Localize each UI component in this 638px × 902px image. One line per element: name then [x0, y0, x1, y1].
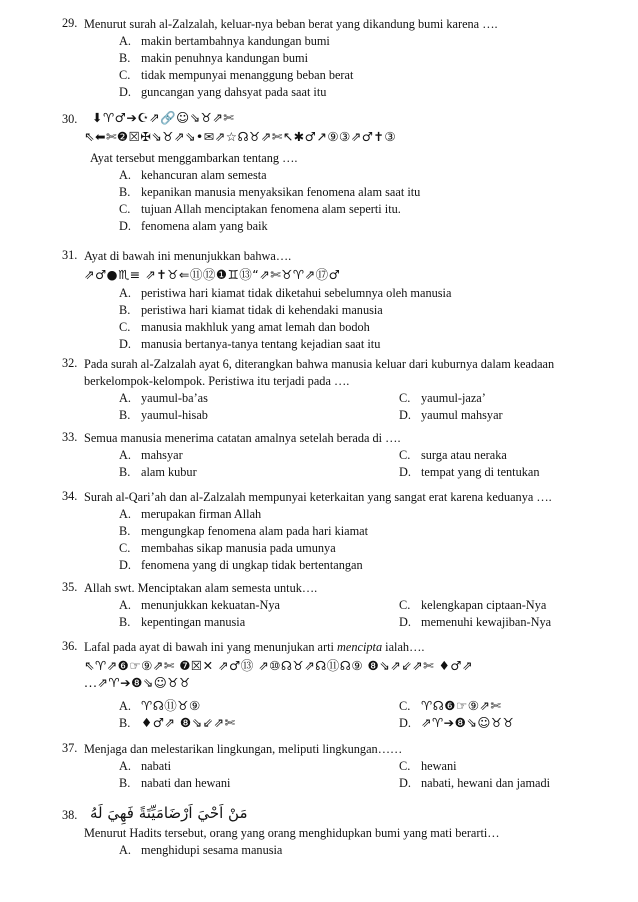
option-b[interactable]: B. peristiwa hari kiamat tidak di kehendaki manusia: [119, 303, 383, 317]
question-35: [62, 580, 582, 629]
option-a[interactable]: A. menunjukkan kekuatan-Nya: [119, 598, 280, 612]
question-29: [62, 16, 582, 99]
arabic-verse-line-1: ⬇♈♂➔☪⇗🔗☺⇘♉⇗✄: [92, 110, 235, 125]
question-text: Menurut Hadits tersebut, orang yang orang menghidupkan bumi yang mati berarti…: [84, 826, 500, 840]
question-number: 35.: [62, 580, 78, 594]
option-d[interactable]: D. ⇗♈➔❽⇘☺♉♉: [399, 715, 515, 730]
option-a[interactable]: A. kehancuran alam semesta: [119, 168, 267, 182]
question-number: 30.: [62, 112, 78, 126]
option-b[interactable]: B. nabati dan hewani: [119, 776, 231, 790]
question-31: [62, 248, 582, 351]
question-text: Ayat tersebut menggambarkan tentang ….: [90, 151, 298, 165]
question-text: Ayat di bawah ini menunjukkan bahwa….: [84, 249, 292, 263]
question-text: Lafal pada ayat di bawah ini yang menunjukan arti mencipta ialah….: [84, 640, 425, 654]
question-36: [62, 639, 582, 730]
option-a[interactable]: A. makin bertambahnya kandungan bumi: [119, 34, 330, 48]
option-b[interactable]: B. yaumul-hisab: [119, 408, 208, 422]
question-number: 33.: [62, 430, 78, 444]
option-b[interactable]: B. alam kubur: [119, 465, 197, 479]
option-a[interactable]: A. merupakan firman Allah: [119, 507, 262, 521]
option-b[interactable]: B. kepanikan manusia menyaksikan fenomena alam saat itu: [119, 185, 421, 199]
arabic-verse-line-2: ...⇗♈➔❽⇘☺♉♉: [84, 675, 191, 690]
option-c[interactable]: C. kelengkapan ciptaan-Nya: [399, 598, 547, 612]
arabic-verse-line-1: ⇖♈⇗❻☞⑨⇗✄ ❼☒✕ ⇗♂⑬ ⇗⑩☊♉⇗☊⑪☊⑨ ❽⇘⇗⇙⇗✄ ♦♂⇗: [84, 658, 473, 673]
question-text: Pada surah al-Zalzalah ayat 6, diterangkan bahwa manusia keluar dari kuburnya dalam keadaan berkelompok-kelompok. Peristiwa itu terjadi pada ….: [84, 357, 555, 388]
option-c[interactable]: C. yaumul-jaza’: [399, 391, 486, 405]
option-d[interactable]: D. fenomena yang di ungkap tidak bertentangan: [119, 558, 363, 572]
question-text: Semua manusia menerima catatan amalnya setelah berada di ….: [84, 431, 401, 445]
option-d[interactable]: D. tempat yang di tentukan: [399, 465, 540, 479]
option-b[interactable]: B. makin penuhnya kandungan bumi: [119, 51, 308, 65]
option-b[interactable]: B. kepentingan manusia: [119, 615, 246, 629]
question-number: 38.: [62, 808, 78, 822]
option-a[interactable]: A. nabati: [119, 759, 172, 773]
option-d[interactable]: D. nabati, hewani dan jamadi: [399, 776, 551, 790]
question-32: [62, 356, 582, 422]
question-33: [62, 430, 582, 479]
question-text: Allah swt. Menciptakan alam semesta untuk….: [84, 581, 318, 595]
question-37: [62, 741, 582, 790]
option-c[interactable]: C. ♈☊❻☞⑨⇗✄: [399, 698, 502, 713]
option-d[interactable]: D. manusia bertanya-tanya tentang kejadian saat itu: [119, 337, 381, 351]
option-c[interactable]: C. membahas sikap manusia pada umunya: [119, 541, 336, 555]
arabic-verse: ⇗♂●♏≡ ⇗✝♉⇐⑪⑫❶♊⑬“⇗✄♉♈⇗⑰♂: [84, 267, 341, 282]
option-a[interactable]: A. menghidupi sesama manusia: [119, 843, 283, 857]
question-number: 37.: [62, 741, 78, 755]
question-number: 31.: [62, 248, 78, 262]
arabic-hadith: مَنْ اَحْيَ اَرْضَامَيِّتَةً فَهِيَ لَهُ: [90, 804, 248, 822]
question-text: Menjaga dan melestarikan lingkungan, meliputi lingkungan……: [84, 742, 403, 756]
option-c[interactable]: C. hewani: [399, 759, 457, 773]
question-text: Menurut surah al-Zalzalah, keluar-nya beban berat yang dikandung bumi karena ….: [84, 17, 498, 31]
question-number: 29.: [62, 16, 78, 30]
arabic-verse-line-2: ⇖⬅✄❷☒✠⇘♉⇗⇘•✉⇗☆☊♉⇗✄↖✱♂↗⑨③⇗♂✝③: [84, 129, 397, 144]
question-number: 36.: [62, 639, 78, 653]
option-d[interactable]: D. yaumul mahsyar: [399, 408, 503, 422]
question-text: Surah al-Qari’ah dan al-Zalzalah mempunyai keterkaitan yang sangat erat karena keduanya ….: [84, 490, 552, 504]
option-b[interactable]: B. mengungkap fenomena alam pada hari kiamat: [119, 524, 369, 538]
question-number: 34.: [62, 489, 78, 503]
option-a[interactable]: A. ♈☊⑪♉⑨: [119, 698, 201, 713]
option-c[interactable]: C. manusia makhluk yang amat lemah dan bodoh: [119, 320, 370, 334]
option-c[interactable]: C. tujuan Allah menciptakan fenomena alam seperti itu.: [119, 202, 401, 216]
question-34: [62, 489, 582, 572]
question-number: 32.: [62, 356, 78, 370]
option-d[interactable]: D. fenomena alam yang baik: [119, 219, 268, 233]
option-a[interactable]: A. peristiwa hari kiamat tidak diketahui sebelumnya oleh manusia: [119, 286, 452, 300]
option-c[interactable]: C. tidak mempunyai menanggung beban berat: [119, 68, 354, 82]
option-a[interactable]: A. yaumul-ba’as: [119, 391, 208, 405]
option-b[interactable]: B. ♦♂⇗ ❽⇘⇙⇗✄: [119, 715, 236, 730]
option-a[interactable]: A. mahsyar: [119, 448, 183, 462]
option-d[interactable]: D. guncangan yang dahsyat pada saat itu: [119, 85, 327, 99]
option-c[interactable]: C. surga atau neraka: [399, 448, 507, 462]
option-d[interactable]: D. memenuhi kewajiban-Nya: [399, 615, 552, 629]
